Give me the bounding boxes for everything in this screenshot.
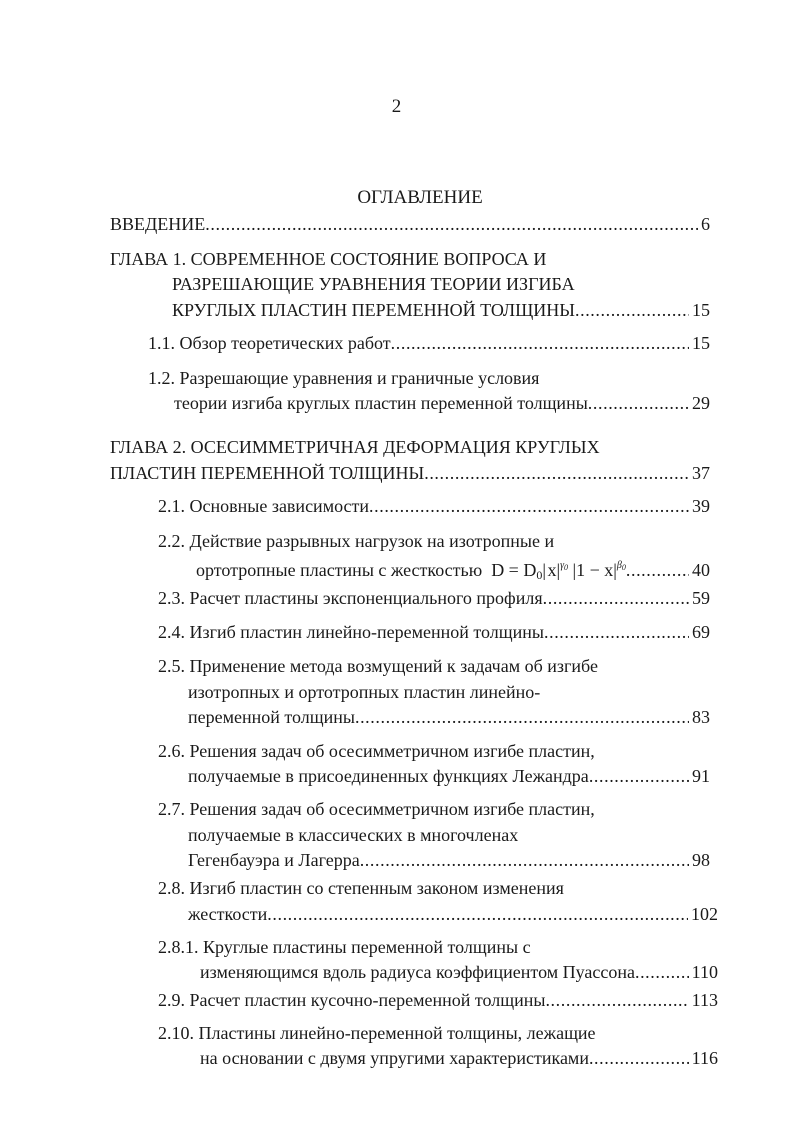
- entry-page: 59: [692, 588, 710, 608]
- entry-title: КРУГЛЫХ ПЛАСТИН ПЕРЕМЕННОЙ ТОЛЩИНЫ: [172, 300, 575, 320]
- entry-title: жесткости: [188, 904, 268, 924]
- formula-x: x: [547, 560, 557, 580]
- dot-leader: [589, 764, 689, 788]
- toc-entry-2-5-line-3[interactable]: [188, 705, 710, 729]
- toc-entry-2-8-line-2[interactable]: [188, 902, 718, 926]
- dot-leader: [588, 391, 689, 415]
- entry-page: 98: [692, 850, 710, 870]
- toc-entry-1-2-line-1[interactable]: 1.2. Разрешающие уравнения и граничные условия: [148, 368, 540, 388]
- entry-page: 39: [692, 496, 710, 516]
- dot-leader: [544, 620, 689, 644]
- toc-entry-2-1[interactable]: [158, 494, 710, 518]
- entry-title: [196, 554, 626, 587]
- entry-page: 102: [691, 904, 718, 924]
- entry-page: 40: [692, 560, 710, 580]
- toc-title: ОГЛАВЛЕНИЕ: [357, 187, 483, 208]
- page-number: 2: [391, 96, 402, 117]
- dot-leader: [543, 586, 689, 610]
- toc-entry-2-9[interactable]: [158, 988, 718, 1012]
- toc-entry-2-8-line-1[interactable]: 2.8. Изгиб пластин со степенным законом изменения: [158, 878, 564, 898]
- dot-leader: [267, 902, 688, 926]
- dot-leader: [545, 988, 688, 1012]
- toc-entry-2-4[interactable]: [158, 620, 710, 644]
- toc-entry-intro[interactable]: [110, 212, 710, 236]
- dot-leader: [391, 331, 689, 355]
- formula-d: D = D: [491, 560, 537, 580]
- toc-chapter-1-line-1[interactable]: ГЛАВА 1. СОВРЕМЕННОЕ СОСТОЯНИЕ ВОПРОСА И: [110, 249, 547, 269]
- toc-entry-2-2-line-2[interactable]: [196, 554, 710, 582]
- entry-page: 37: [692, 463, 710, 483]
- entry-page: 113: [691, 990, 718, 1010]
- toc-entry-2-10-line-2[interactable]: [200, 1046, 718, 1070]
- entry-page: 15: [692, 300, 710, 320]
- toc-chapter-2-line-2[interactable]: [110, 461, 710, 485]
- entry-title-text: ортотропные пластины с жесткостью: [196, 560, 483, 580]
- toc-entry-2-7-line-2[interactable]: получаемые в классических в многочленах: [188, 825, 519, 845]
- entry-title: ВВЕДЕНИЕ: [110, 214, 206, 234]
- dot-leader: [635, 960, 689, 984]
- entry-title: изменяющимся вдоль радиуса коэффициентом Пуассона: [200, 962, 635, 982]
- toc-chapter-1-line-2[interactable]: РАЗРЕШАЮЩИЕ УРАВНЕНИЯ ТЕОРИИ ИЗГИБА: [172, 274, 575, 294]
- entry-title: 1.1. Обзор теоретических работ: [148, 333, 391, 353]
- entry-page: 116: [691, 1048, 718, 1068]
- entry-page: 6: [701, 214, 710, 234]
- formula-gamma-sub: 0: [564, 563, 569, 572]
- entry-title: Гегенбауэра и Лагерра: [188, 850, 360, 870]
- toc-entry-2-8-1-line-1[interactable]: 2.8.1. Круглые пластины переменной толщины с: [158, 937, 531, 957]
- formula-beta-sub: 0: [621, 563, 626, 572]
- entry-title: на основании с двумя упругими характеристиками: [200, 1048, 589, 1068]
- entry-page: 83: [692, 707, 710, 727]
- entry-page: 29: [692, 393, 710, 413]
- toc-chapter-2-line-1[interactable]: ГЛАВА 2. ОСЕСИММЕТРИЧНАЯ ДЕФОРМАЦИЯ КРУГЛЫХ: [110, 437, 600, 457]
- toc-entry-2-7-line-1[interactable]: 2.7. Решения задач об осесимметричном изгибе пластин,: [158, 799, 595, 819]
- dot-leader: [575, 298, 689, 322]
- formula-gamma: [560, 560, 568, 571]
- dot-leader: [355, 705, 689, 729]
- toc-entry-2-6-line-2[interactable]: [188, 764, 710, 788]
- toc-entry-2-10-line-1[interactable]: 2.10. Пластины линейно-переменной толщины, лежащие: [158, 1023, 596, 1043]
- dot-leader: [369, 494, 689, 518]
- formula-mid: 1 − x: [576, 560, 614, 580]
- stiffness-formula: $D = D_0|$ $x|^{\gamma_0}$ $|1 - x|^{\beta_0}$: [491, 560, 626, 582]
- dot-leader: [360, 848, 689, 872]
- toc-entry-1-1[interactable]: [148, 331, 710, 355]
- toc-entry-1-2-line-2[interactable]: [174, 391, 710, 415]
- entry-title: 2.1. Основные зависимости: [158, 496, 370, 516]
- toc-entry-2-2-line-1[interactable]: 2.2. Действие разрывных нагрузок на изотропные и: [158, 531, 555, 551]
- formula-gamma-sym: γ: [560, 560, 565, 571]
- entry-title: 2.4. Изгиб пластин линейно-переменной толщины: [158, 622, 544, 642]
- dot-leader: [424, 461, 689, 485]
- entry-title: получаемые в присоединенных функциях Лежандра: [188, 766, 589, 786]
- formula-beta: [617, 560, 626, 571]
- entry-page: 69: [692, 622, 710, 642]
- dot-leader: [205, 212, 698, 236]
- toc-entry-2-5-line-1[interactable]: 2.5. Применение метода возмущений к задачам об изгибе: [158, 656, 598, 676]
- entry-page: 15: [692, 333, 710, 353]
- dot-leader: [626, 558, 689, 582]
- entry-title: переменной толщины: [188, 707, 355, 727]
- entry-title: теории изгиба круглых пластин переменной толщины: [174, 393, 588, 413]
- toc-entry-2-5-line-2[interactable]: изотропных и ортотропных пластин линейно-: [188, 682, 541, 702]
- toc-entry-2-7-line-3[interactable]: [188, 848, 710, 872]
- toc-entry-2-3[interactable]: [158, 586, 710, 610]
- entry-page: 91: [692, 766, 710, 786]
- entry-title: 2.3. Расчет пластины экспоненциального профиля: [158, 588, 543, 608]
- toc-chapter-1-line-3[interactable]: [172, 298, 710, 322]
- formula-beta-sym: β: [616, 560, 622, 571]
- entry-title: ПЛАСТИН ПЕРЕМЕННОЙ ТОЛЩИНЫ: [110, 463, 425, 483]
- entry-title: 2.9. Расчет пластин кусочно-переменной толщины: [158, 990, 546, 1010]
- entry-page: 110: [691, 962, 718, 982]
- toc-entry-2-8-1-line-2[interactable]: [200, 960, 718, 984]
- formula-d-sub: 0: [536, 568, 543, 582]
- toc-entry-2-6-line-1[interactable]: 2.6. Решения задач об осесимметричном изгибе пластин,: [158, 741, 595, 761]
- dot-leader: [589, 1046, 689, 1070]
